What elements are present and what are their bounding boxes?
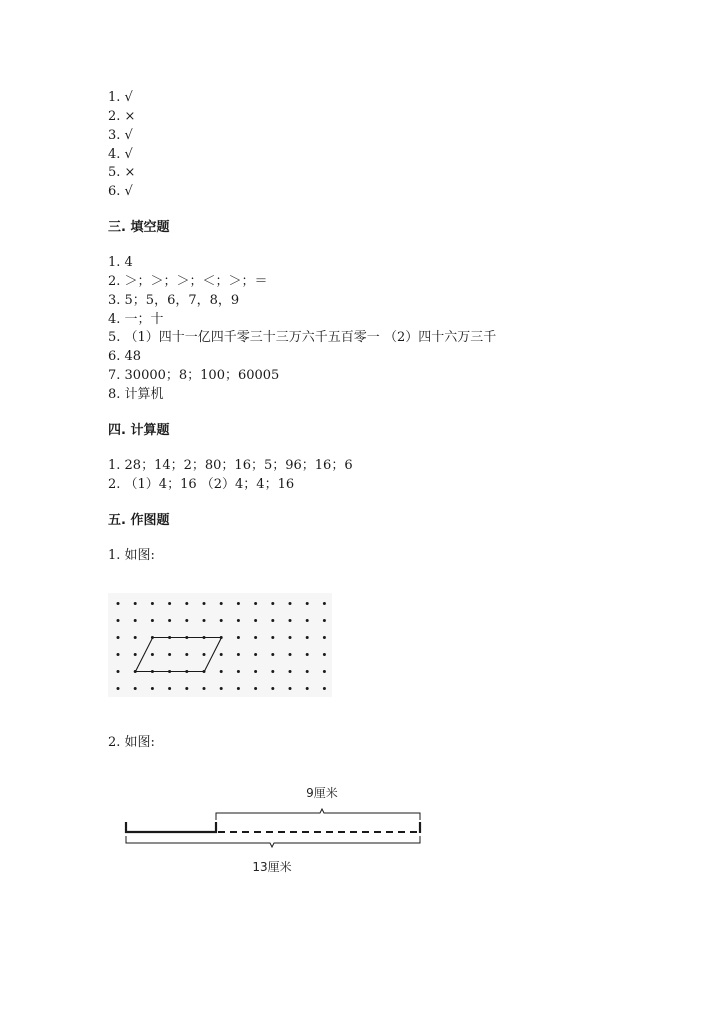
grid-dot xyxy=(306,619,309,622)
grid-dot xyxy=(323,636,326,639)
judge-answer-4: 4. √ xyxy=(108,147,133,162)
draw-item-1-label: 1. 如图: xyxy=(108,548,155,563)
grid-dot xyxy=(254,602,257,605)
grid-dot xyxy=(271,602,274,605)
fill-answer-5: 5. （1）四十一亿四千零三十三万六千五百零一 （2）四十六万三千 xyxy=(108,330,497,345)
fill-answer-7: 7. 30000；8；100；60005 xyxy=(108,368,280,383)
section-title-calc: 四. 计算题 xyxy=(108,423,170,438)
grid-dot xyxy=(117,636,120,639)
section-title-fill: 三. 填空题 xyxy=(108,220,170,235)
bottom-brace xyxy=(126,836,420,847)
grid-dot xyxy=(289,602,292,605)
calc-answer-2: 2. （1）4；16 （2）4；4；16 xyxy=(108,477,295,492)
grid-dot xyxy=(151,653,154,656)
grid-dot xyxy=(185,602,188,605)
fill-answer-8: 8. 计算机 xyxy=(108,387,164,402)
grid-dot xyxy=(203,653,206,656)
grid-dot xyxy=(220,670,223,673)
grid-dot xyxy=(220,653,223,656)
grid-dot xyxy=(237,653,240,656)
grid-dot xyxy=(306,602,309,605)
grid-dot xyxy=(168,687,171,690)
grid-dot xyxy=(306,636,309,639)
solid-segment xyxy=(126,822,216,832)
grid-dot xyxy=(254,636,257,639)
grid-dot xyxy=(306,687,309,690)
grid-dot xyxy=(323,687,326,690)
grid-dot xyxy=(185,687,188,690)
grid-dot xyxy=(237,602,240,605)
judge-answer-5: 5. × xyxy=(108,165,136,180)
grid-dot xyxy=(271,619,274,622)
grid-dot xyxy=(289,653,292,656)
grid-dot xyxy=(185,619,188,622)
bottom-length-label: 13厘米 xyxy=(252,860,292,874)
grid-dot xyxy=(323,653,326,656)
grid-dot xyxy=(237,636,240,639)
grid-dot xyxy=(134,636,137,639)
grid-dot xyxy=(237,687,240,690)
draw-item-2-label: 2. 如图: xyxy=(108,735,155,750)
judge-answer-2: 2. × xyxy=(108,109,136,124)
grid-dot xyxy=(289,619,292,622)
grid-dot xyxy=(220,619,223,622)
grid-dot xyxy=(323,619,326,622)
grid-dot xyxy=(323,602,326,605)
grid-dot xyxy=(168,619,171,622)
fill-answer-3: 3. 5；5，6，7，8，9 xyxy=(108,293,240,308)
top-length-label: 9厘米 xyxy=(306,786,338,800)
grid-dot xyxy=(271,653,274,656)
grid-dot xyxy=(117,619,120,622)
grid-dot xyxy=(134,602,137,605)
grid-dot xyxy=(117,670,120,673)
grid-dot xyxy=(254,670,257,673)
fill-answer-4: 4. 一；十 xyxy=(108,312,164,327)
grid-dot xyxy=(134,619,137,622)
fill-answer-6: 6. 48 xyxy=(108,349,142,364)
grid-dot xyxy=(203,619,206,622)
calc-answer-1: 1. 28；14；2；80；16；5；96；16；6 xyxy=(108,458,353,473)
grid-dot xyxy=(220,687,223,690)
grid-dot xyxy=(151,602,154,605)
grid-dot xyxy=(271,687,274,690)
grid-dot xyxy=(134,687,137,690)
grid-dot xyxy=(168,653,171,656)
grid-dot xyxy=(254,687,257,690)
grid-dot xyxy=(185,653,188,656)
grid-dot xyxy=(271,670,274,673)
grid-dot xyxy=(203,602,206,605)
grid-dot xyxy=(254,653,257,656)
grid-dot xyxy=(203,687,206,690)
grid-dot xyxy=(237,619,240,622)
grid-dot xyxy=(289,687,292,690)
fill-answer-2: 2. ＞；＞；＞；＜；＞；＝ xyxy=(108,274,268,289)
grid-dot xyxy=(151,687,154,690)
grid-dot xyxy=(168,602,171,605)
grid-dot xyxy=(117,602,120,605)
grid-dot xyxy=(271,636,274,639)
grid-dot xyxy=(254,619,257,622)
judge-answer-6: 6. √ xyxy=(108,184,133,199)
grid-dot xyxy=(237,670,240,673)
grid-dot xyxy=(117,687,120,690)
top-brace xyxy=(216,809,420,820)
grid-dot xyxy=(306,670,309,673)
grid-dot xyxy=(323,670,326,673)
dot-grid-figure xyxy=(108,593,332,697)
segment-diagram xyxy=(118,780,430,880)
judge-answer-1: 1. √ xyxy=(108,90,133,105)
grid-dot xyxy=(151,619,154,622)
grid-dot xyxy=(134,653,137,656)
grid-dot xyxy=(289,670,292,673)
grid-dot xyxy=(220,602,223,605)
grid-dot xyxy=(306,653,309,656)
fill-answer-1: 1. 4 xyxy=(108,255,133,270)
section-title-draw: 五. 作图题 xyxy=(108,513,170,528)
judge-answer-3: 3. √ xyxy=(108,128,133,143)
grid-dot xyxy=(117,653,120,656)
grid-dot xyxy=(289,636,292,639)
